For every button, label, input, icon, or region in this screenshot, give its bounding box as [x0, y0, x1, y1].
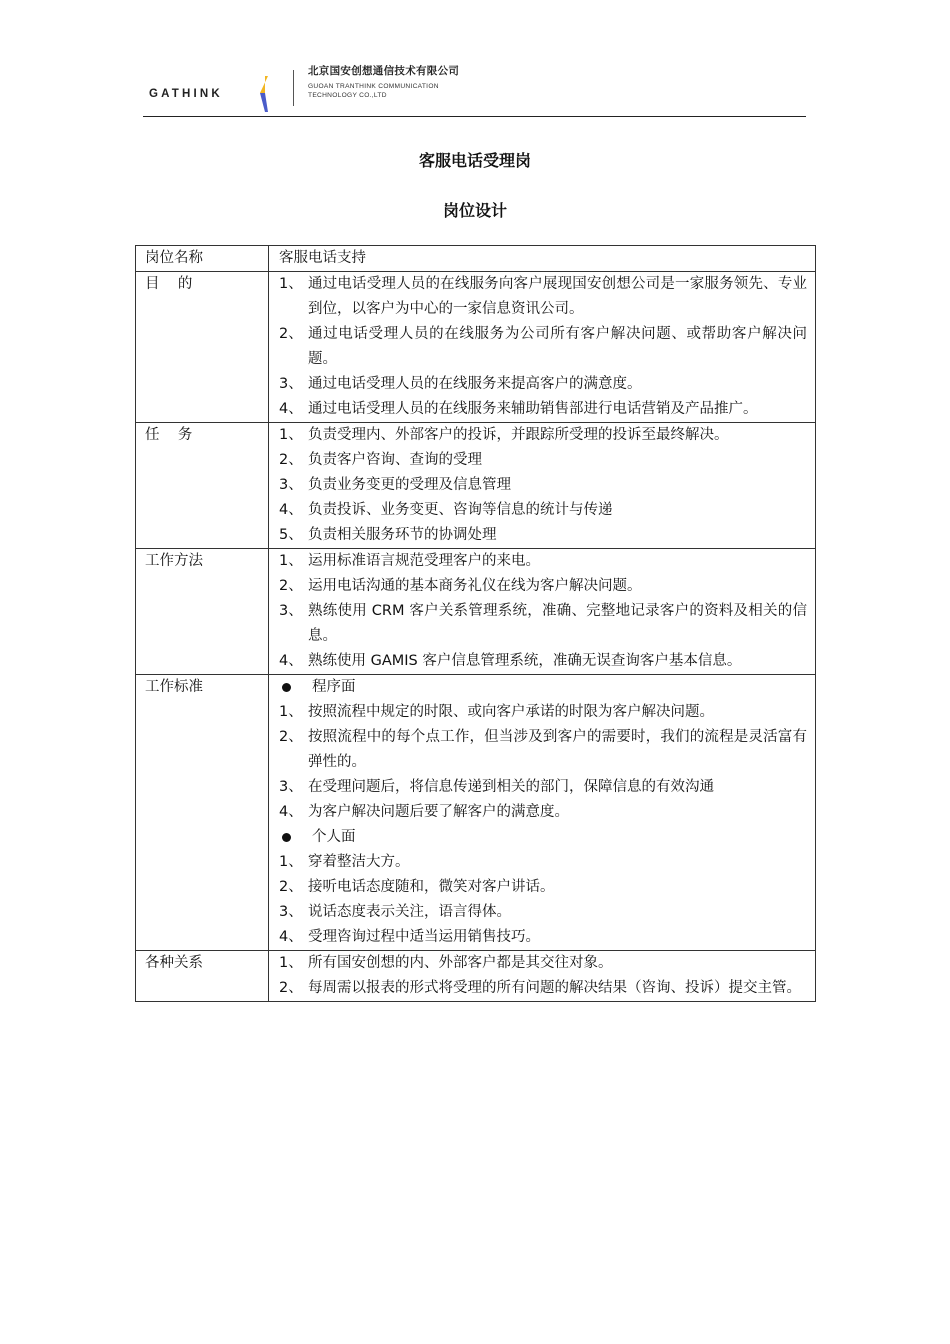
item-text: 按照流程中规定的时限、或向客户承诺的时限为客户解决问题。 [308, 704, 714, 720]
item-text: 在受理问题后，将信息传递到相关的部门，保障信息的有效沟通 [308, 779, 714, 795]
company-name-en [308, 82, 459, 100]
list-item [279, 700, 807, 725]
item-text: 每周需以报表的形式将受理的所有问题的解决结果（咨询、投诉）提交主管。 [308, 980, 801, 996]
row-relations [136, 951, 816, 1002]
item-number: 1、 [279, 704, 303, 720]
bullet-heading [279, 825, 807, 850]
document-subtitle: 岗位设计 [442, 201, 507, 220]
standards-content [269, 675, 816, 951]
list-item [279, 498, 807, 523]
item-text: 通过电话受理人员的在线服务向客户展现国安创想公司是一家服务领先、专业到位，以客户为中心的一家信息资讯公司。 [308, 276, 807, 317]
item-text: 负责相关服务环节的协调处理 [308, 527, 497, 543]
list-item [279, 725, 807, 775]
item-number: 1、 [279, 955, 303, 971]
item-text: 负责投诉、业务变更、咨询等信息的统计与传递 [308, 502, 613, 518]
list-item [279, 523, 807, 548]
item-number: 1、 [279, 553, 303, 569]
bullet-heading-text: 程序面 [312, 679, 356, 695]
methods-content [269, 549, 816, 675]
company-name-en-line2: TECHNOLOGY CO.,LTD [308, 91, 387, 99]
item-text: 说话态度表示关注，语言得体。 [308, 904, 511, 920]
item-text: 负责客户咨询、查询的受理 [308, 452, 482, 468]
row-purpose [136, 272, 816, 423]
list-item [279, 372, 807, 397]
item-number: 2、 [279, 326, 303, 342]
list-item [279, 448, 807, 473]
row-position-name [136, 246, 816, 272]
position-name-label: 岗位名称 [136, 246, 269, 272]
relations-label: 各种关系 [136, 951, 269, 1002]
item-number: 3、 [279, 603, 303, 619]
list-item [279, 875, 807, 900]
item-number: 4、 [279, 653, 303, 669]
company-name-block [308, 66, 459, 100]
item-number: 3、 [279, 376, 303, 392]
item-number: 2、 [279, 578, 303, 594]
list-item [279, 549, 807, 574]
item-number: 4、 [279, 401, 303, 417]
purpose-label: 目 的 [136, 272, 269, 423]
item-text: 为客户解决问题后要了解客户的满意度。 [308, 804, 569, 820]
item-text: 按照流程中的每个点工作，但当涉及到客户的需要时，我们的流程是灵活富有弹性的。 [308, 729, 807, 770]
row-standards [136, 675, 816, 951]
row-methods [136, 549, 816, 675]
list-item [279, 473, 807, 498]
list-item [279, 850, 807, 875]
item-text: 运用标准语言规范受理客户的来电。 [308, 553, 540, 569]
list-item [279, 951, 807, 976]
job-design-table [135, 245, 816, 1002]
gathink-logo-text: GATHINK [149, 88, 223, 100]
methods-label: 工作方法 [136, 549, 269, 675]
list-item [279, 322, 807, 372]
row-tasks [136, 423, 816, 549]
header-divider [293, 70, 294, 106]
bullet-heading [279, 675, 807, 700]
list-item [279, 397, 807, 422]
item-text: 运用电话沟通的基本商务礼仪在线为客户解决问题。 [308, 578, 642, 594]
tasks-content [269, 423, 816, 549]
item-text: 通过电话受理人员的在线服务来辅助销售部进行电话营销及产品推广。 [308, 401, 758, 417]
standards-label: 工作标准 [136, 675, 269, 951]
item-number: 1、 [279, 427, 303, 443]
position-name-value: 客服电话支持 [269, 246, 816, 272]
item-text: 负责业务变更的受理及信息管理 [308, 477, 511, 493]
item-text: 通过电话受理人员的在线服务来提高客户的满意度。 [308, 376, 642, 392]
item-number: 1、 [279, 854, 303, 870]
list-item [279, 976, 807, 1001]
header-rule [143, 116, 806, 117]
item-number: 2、 [279, 452, 303, 468]
item-text: 熟练使用 GAMIS 客户信息管理系统，准确无误查询客户基本信息。 [308, 653, 742, 669]
item-text: 负责受理内、外部客户的投诉，并跟踪所受理的投诉至最终解决。 [308, 427, 729, 443]
item-number: 4、 [279, 929, 303, 945]
item-number: 2、 [279, 980, 303, 996]
item-text: 穿着整洁大方。 [308, 854, 410, 870]
item-number: 1、 [279, 276, 303, 292]
item-text: 所有国安创想的内、外部客户都是其交往对象。 [308, 955, 613, 971]
document-title: 客服电话受理岗 [418, 151, 531, 170]
bullet-dot-icon [279, 675, 312, 700]
list-item [279, 649, 807, 674]
item-text: 受理咨询过程中适当运用销售技巧。 [308, 929, 540, 945]
list-item [279, 800, 807, 825]
item-number: 2、 [279, 879, 303, 895]
item-text: 通过电话受理人员的在线服务为公司所有客户解决问题、或帮助客户解决问题。 [308, 326, 807, 367]
relations-content [269, 951, 816, 1002]
list-item [279, 272, 807, 322]
tasks-label: 任 务 [136, 423, 269, 549]
item-text: 接听电话态度随和，微笑对客户讲话。 [308, 879, 555, 895]
purpose-content [269, 272, 816, 423]
list-item [279, 423, 807, 448]
list-item [279, 900, 807, 925]
list-item [279, 925, 807, 950]
company-name-en-line1: GUOAN TRANTHINK COMMUNICATION [308, 82, 439, 90]
list-item [279, 599, 807, 649]
list-item [279, 574, 807, 599]
item-number: 2、 [279, 729, 303, 745]
page-header [143, 62, 806, 118]
gathink-logo-icon [256, 76, 270, 112]
item-number: 3、 [279, 477, 303, 493]
company-name-cn: 北京国安创想通信技术有限公司 [308, 65, 460, 77]
item-number: 3、 [279, 779, 303, 795]
item-number: 3、 [279, 904, 303, 920]
item-number: 4、 [279, 804, 303, 820]
item-number: 5、 [279, 527, 303, 543]
item-number: 4、 [279, 502, 303, 518]
bullet-dot-icon [279, 825, 312, 850]
list-item [279, 775, 807, 800]
bullet-heading-text: 个人面 [312, 829, 356, 845]
item-text: 熟练使用 CRM 客户关系管理系统，准确、完整地记录客户的资料及相关的信息。 [308, 603, 807, 644]
